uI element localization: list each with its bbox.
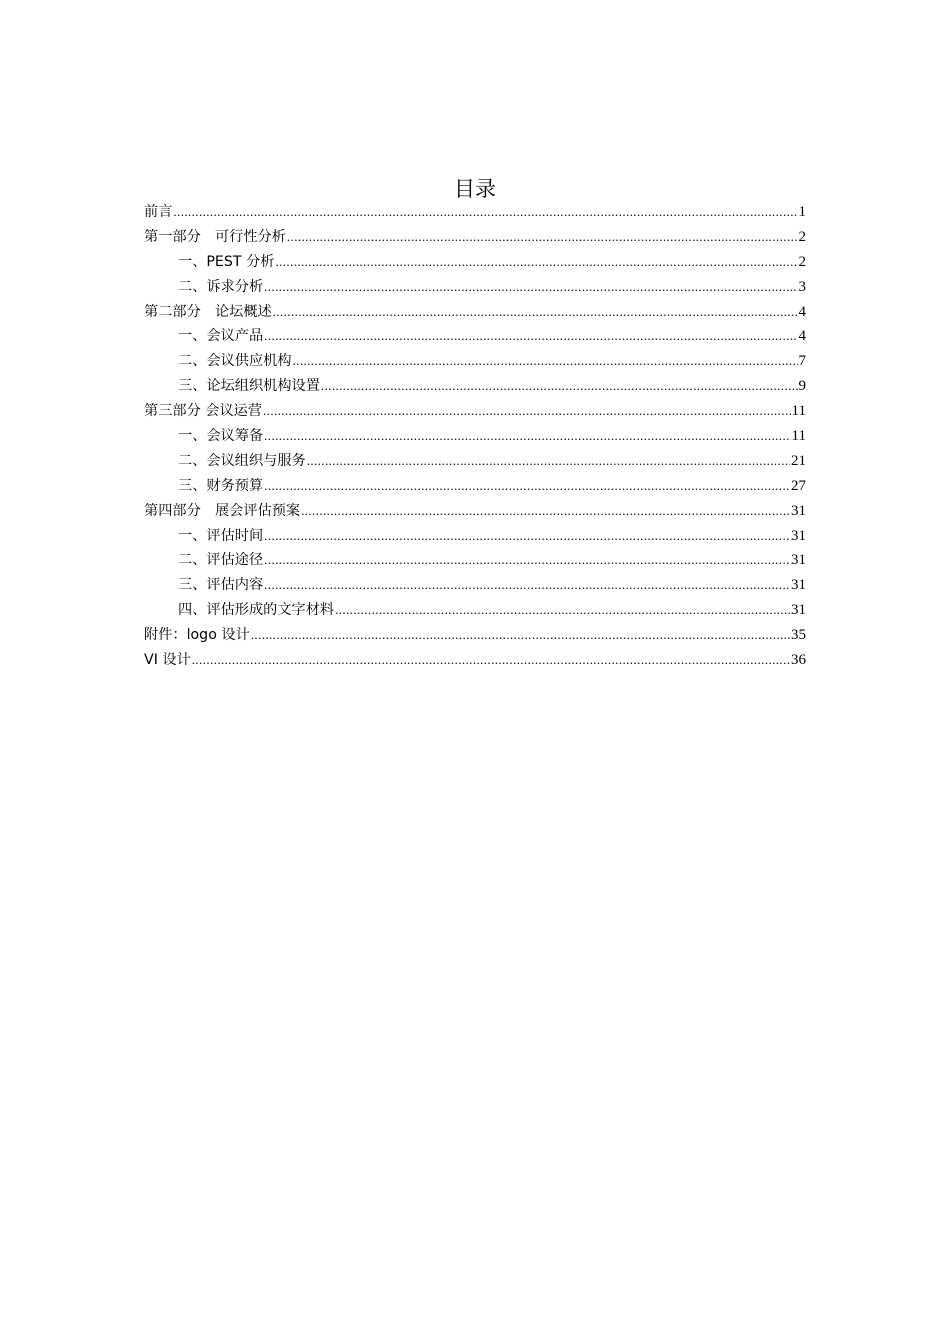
toc-page-number: 7 <box>798 353 806 370</box>
toc-dot-leader <box>263 399 791 424</box>
toc-entry-label: 前言 <box>144 204 173 220</box>
toc-dot-leader <box>192 648 790 673</box>
toc-entry-label: 第三部分 会议运营 <box>144 403 263 420</box>
toc-dot-leader <box>287 225 798 250</box>
toc-entry-label: 二、会议供应机构 <box>178 353 292 370</box>
toc-dot-leader <box>335 598 790 623</box>
toc-entry[interactable] <box>144 424 806 449</box>
toc-entry[interactable] <box>144 524 806 549</box>
toc-entry[interactable] <box>144 399 806 424</box>
toc-entry-label: 二、诉求分析 <box>178 278 264 295</box>
toc-page-number: 3 <box>798 278 806 295</box>
toc-entry-label: 一、PEST 分析 <box>178 253 275 270</box>
toc-entry-label: 一、会议产品 <box>178 328 264 345</box>
toc-page-number: 31 <box>791 502 806 519</box>
toc-entry[interactable] <box>144 449 806 474</box>
toc-page-number: 11 <box>791 428 806 445</box>
toc-entry[interactable] <box>144 349 806 374</box>
toc-page-number: 36 <box>791 652 806 669</box>
toc-entry[interactable] <box>144 275 806 300</box>
toc-page-number: 4 <box>798 328 806 345</box>
toc-entry[interactable] <box>144 623 806 648</box>
toc-entry[interactable] <box>144 648 806 673</box>
toc-entry[interactable] <box>144 300 806 325</box>
toc-dot-leader <box>275 250 797 275</box>
toc-entry-label: 四、评估形成的文字材料 <box>178 602 335 619</box>
toc-page-number: 9 <box>798 378 806 395</box>
toc-entry[interactable] <box>144 250 806 275</box>
toc-entry[interactable] <box>144 324 806 349</box>
toc-entry-label: 附件：logo 设计 <box>144 627 250 644</box>
toc-dot-leader <box>264 573 790 598</box>
toc-entry[interactable] <box>144 474 806 499</box>
toc-page-number: 2 <box>798 228 806 245</box>
toc-dot-leader <box>273 300 798 325</box>
toc-entry[interactable] <box>144 200 806 225</box>
toc-dot-leader <box>264 474 790 499</box>
toc-entry-label: 第四部分 展会评估预案 <box>144 502 301 519</box>
toc-dot-leader <box>301 499 790 524</box>
toc-dot-leader <box>264 275 797 300</box>
toc-page-number: 35 <box>791 627 806 644</box>
page-title: 目录 <box>454 177 496 202</box>
toc-page-number: 31 <box>791 602 806 619</box>
toc-entry-label: 一、评估时间 <box>178 527 264 544</box>
toc-entry-label: 二、评估途径 <box>178 552 264 569</box>
toc-entry-label: 三、财务预算 <box>178 477 264 494</box>
toc-entry-label: 一、会议筹备 <box>178 428 264 445</box>
toc-entry[interactable] <box>144 548 806 573</box>
toc-dot-leader <box>264 424 790 449</box>
toc-dot-leader <box>264 524 790 549</box>
toc-page-number: 27 <box>791 477 806 494</box>
toc-page-number: 31 <box>791 577 806 594</box>
toc-page-number: 4 <box>798 303 806 320</box>
toc-entry-label: 二、会议组织与服务 <box>178 452 306 469</box>
toc-entry-label: 三、论坛组织机构设置 <box>178 378 320 395</box>
toc-page-number: 31 <box>791 527 806 544</box>
toc-dot-leader <box>307 449 790 474</box>
toc-page-number: 21 <box>791 452 806 469</box>
toc-page-number: 1 <box>798 204 806 220</box>
toc-dot-leader <box>251 623 790 648</box>
table-of-contents <box>144 200 806 673</box>
toc-page-number: 2 <box>798 253 806 270</box>
toc-entry[interactable] <box>144 499 806 524</box>
toc-entry-label: 第二部分 论坛概述 <box>144 303 272 320</box>
toc-page-number: 11 <box>791 403 806 420</box>
toc-entry-label: 第一部分 可行性分析 <box>144 228 286 245</box>
toc-entry[interactable] <box>144 374 806 399</box>
toc-entry-label: VI 设计 <box>144 652 191 669</box>
toc-entry[interactable] <box>144 573 806 598</box>
toc-page-number: 31 <box>791 552 806 569</box>
toc-dot-leader <box>293 349 798 374</box>
toc-dot-leader <box>173 200 797 225</box>
toc-dot-leader <box>264 548 790 573</box>
toc-entry[interactable] <box>144 598 806 623</box>
toc-entry-label: 三、评估内容 <box>178 577 264 594</box>
toc-dot-leader <box>321 374 798 399</box>
toc-entry[interactable] <box>144 225 806 250</box>
toc-dot-leader <box>264 324 797 349</box>
